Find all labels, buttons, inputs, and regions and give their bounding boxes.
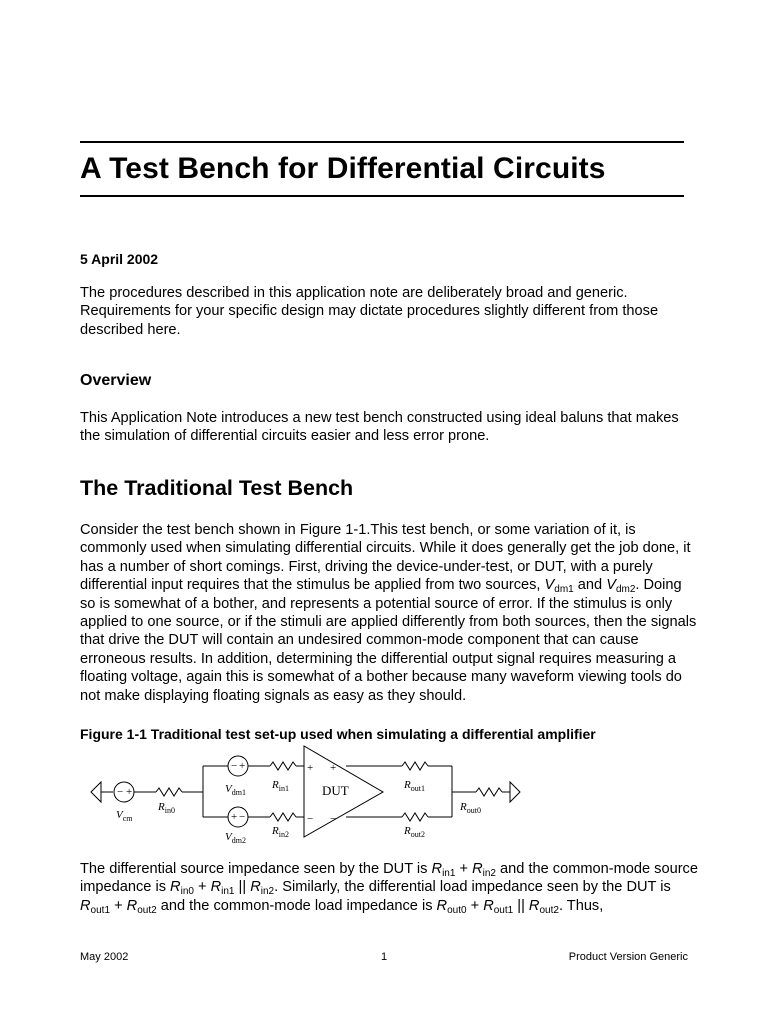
- footer-date: May 2002: [80, 951, 129, 963]
- rout2-label: $R_{out2}$: [404, 825, 425, 839]
- rout0-label: $R_{out0}$: [460, 801, 481, 815]
- footer-product-version: Product Version Generic: [568, 951, 688, 963]
- svg-text:+: +: [239, 760, 246, 772]
- rout1-resistor-icon: [402, 762, 428, 770]
- svg-text:−: −: [307, 813, 314, 825]
- vcm-label: $V_{cm}$: [116, 809, 133, 823]
- input-port-icon: [91, 782, 101, 802]
- rout0-resistor-icon: [476, 788, 502, 796]
- page-title: A Test Bench for Differential Circuits: [80, 152, 606, 185]
- rin0-resistor-icon: [156, 788, 182, 796]
- title-rule: [80, 195, 684, 197]
- svg-text:+: +: [330, 762, 337, 774]
- rin0-label: $R_{in0}$: [158, 801, 175, 815]
- svg-text:+: +: [126, 786, 133, 798]
- overview-paragraph: This Application Note introduces a new test bench constructed using ideal baluns that makes the simulation of differential circuits easier and less error prone.: [80, 410, 679, 445]
- vdm1-label: $V_{dm1}$: [225, 783, 246, 797]
- intro-paragraph: The procedures described in this application note are deliberately broad and generic. Requirements for your specific design may dictate procedures slightly different from those described here.: [80, 285, 659, 338]
- figure-caption: Figure 1-1 Traditional test set-up used when simulating a differential amplifier: [80, 726, 596, 742]
- rout2-resistor-icon: [402, 813, 428, 821]
- vdm2-label: $V_{dm2}$: [225, 831, 246, 845]
- footer-page-number: 1: [381, 951, 388, 963]
- svg-text:−: −: [330, 813, 337, 825]
- section-paragraph-1: Consider the test bench shown in Figure 1-1.This test bench, or some variation of it, is commonly used when simulating differential circuits. While it does generally get the job done, it has a number of short comings. First, driving the device-under-test, or DUT, with a purely differential input requires that the stimulus be applied from two sources, $V_{dm1}$ and $V_{dm2}$. Doing so is somewhat of a bother, and represents a potential source of error. If the stimulus is only applied to one source, or if the stimuli are applied differently from both sources, then the signals that drive the DUT will contain an undesired common-mode component that can cause erroneous results. In addition, determining the differential output signal requires measuring a floating voltage, again this is somewhat of a bother because many waveform viewing tools do not make displaying floating signals as easy as they should.: [80, 522, 697, 704]
- rout1-label: $R_{out1}$: [404, 779, 425, 793]
- overview-heading: Overview: [80, 372, 152, 389]
- dut-label: DUT: [322, 783, 349, 798]
- rin1-label: $R_{in1}$: [272, 779, 289, 793]
- section-heading: The Traditional Test Bench: [80, 476, 354, 500]
- section-paragraph-2: The differential source impedance seen by the DUT is $R_{in1} + R_{in2}$ and the common-mode source impedance is $R_{in0} + R_{in1}$ || $R_{in2}$. Similarly, the differential load impedance seen by the DUT is $R_{out1} + R_{out2}$ and the common-mode load impedance is $R_{out0} + R_{out1}$ || $R_{out2}$. Thus,: [80, 861, 698, 916]
- top-rule: [80, 141, 684, 143]
- output-port-icon: [510, 782, 520, 802]
- rin2-resistor-icon: [270, 813, 296, 821]
- rin2-label: $R_{in2}$: [272, 825, 289, 839]
- svg-text:−: −: [117, 786, 124, 798]
- svg-text:−: −: [231, 760, 238, 772]
- svg-text:−: −: [239, 811, 246, 823]
- rin1-resistor-icon: [270, 762, 296, 770]
- document-date: 5 April 2002: [80, 251, 159, 267]
- svg-text:+: +: [307, 762, 314, 774]
- svg-text:+: +: [231, 811, 238, 823]
- circuit-diagram: [86, 744, 526, 848]
